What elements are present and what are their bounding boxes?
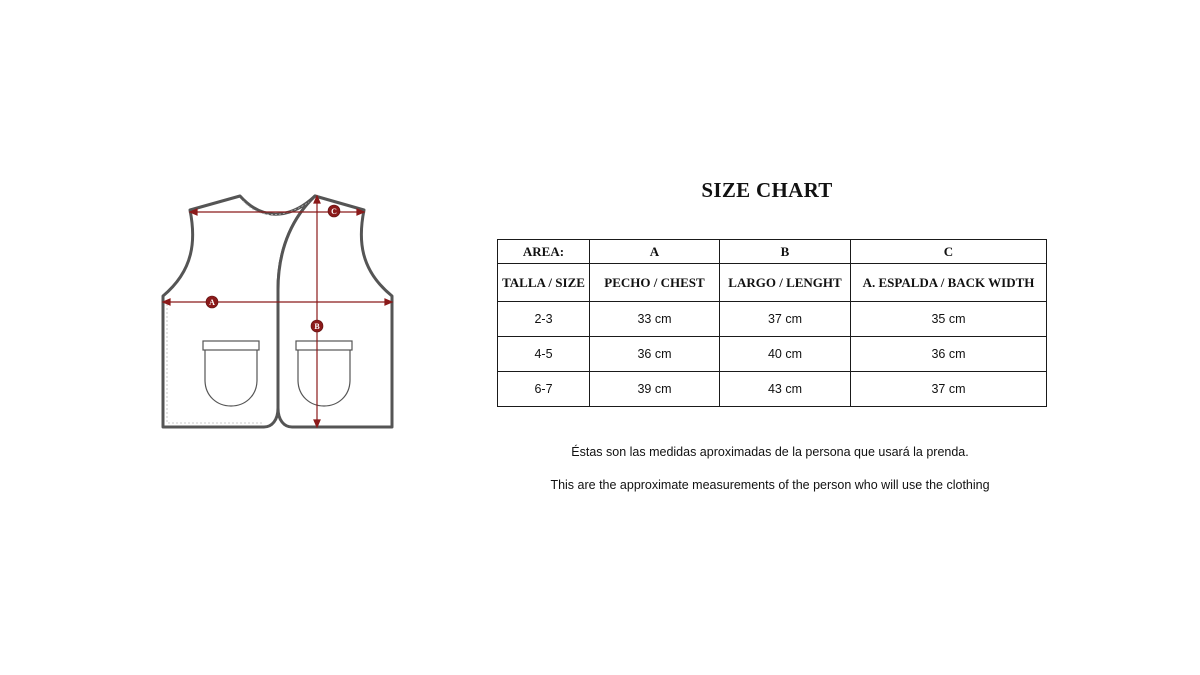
marker-b-label: B: [314, 322, 320, 331]
table-row: [498, 302, 1047, 337]
area-label: AREA:: [498, 240, 590, 264]
header-back-width: A. ESPALDA / BACK WIDTH: [851, 264, 1047, 302]
vest-outline: [163, 196, 392, 427]
size-cell: 6-7: [498, 372, 590, 407]
back-width-cell: 36 cm: [851, 337, 1047, 372]
marker-a-label: A: [209, 298, 215, 307]
left-pocket: [203, 341, 259, 406]
note-spanish: Éstas son las medidas aproximadas de la persona que usará la prenda.: [571, 445, 969, 459]
table-row: [498, 337, 1047, 372]
chest-cell: 33 cm: [590, 302, 720, 337]
note-english: This are the approximate measurements of the person who will use the clothing: [550, 478, 990, 492]
area-a: A: [590, 240, 720, 264]
size-table: [497, 239, 1047, 407]
vest-diagram: [150, 185, 410, 440]
table-row: [498, 372, 1047, 407]
length-cell: 43 cm: [720, 372, 851, 407]
back-width-cell: 37 cm: [851, 372, 1047, 407]
header-length: LARGO / LENGHT: [720, 264, 851, 302]
size-cell: 2-3: [498, 302, 590, 337]
area-row: [498, 240, 1047, 264]
header-chest: PECHO / CHEST: [590, 264, 720, 302]
length-cell: 40 cm: [720, 337, 851, 372]
size-cell: 4-5: [498, 337, 590, 372]
marker-c-label: C: [331, 207, 337, 216]
chest-cell: 36 cm: [590, 337, 720, 372]
size-chart-title: SIZE CHART: [701, 178, 833, 202]
area-c: C: [851, 240, 1047, 264]
back-width-cell: 35 cm: [851, 302, 1047, 337]
area-b: B: [720, 240, 851, 264]
length-cell: 37 cm: [720, 302, 851, 337]
header-row: [498, 264, 1047, 302]
right-pocket: [296, 341, 352, 406]
chest-cell: 39 cm: [590, 372, 720, 407]
header-size: TALLA / SIZE: [498, 264, 590, 302]
